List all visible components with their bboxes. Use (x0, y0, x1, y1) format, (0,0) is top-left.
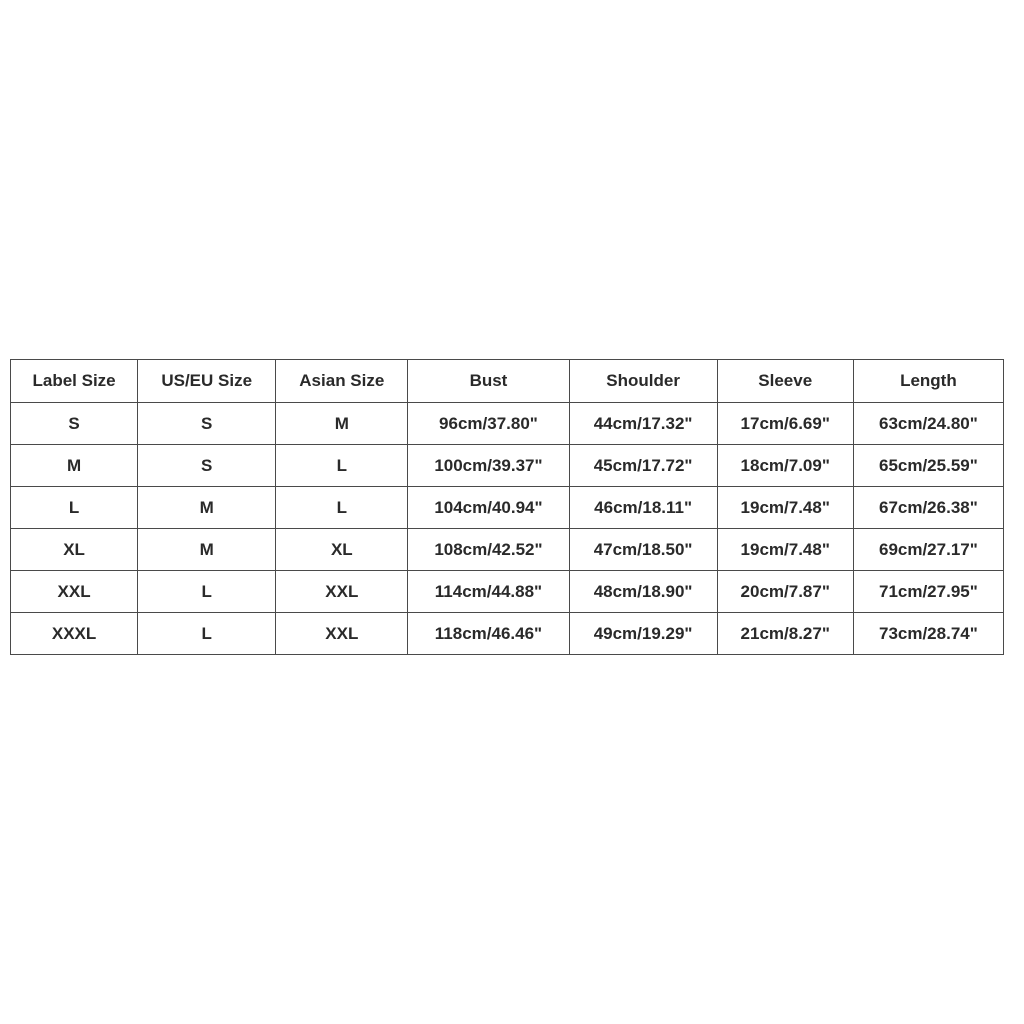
cell-us-eu-size: S (138, 445, 276, 487)
cell-label-size: S (11, 403, 138, 445)
cell-label-size: XXL (11, 571, 138, 613)
cell-us-eu-size: L (138, 613, 276, 655)
cell-us-eu-size: M (138, 529, 276, 571)
cell-sleeve: 21cm/8.27" (717, 613, 853, 655)
cell-shoulder: 47cm/18.50" (569, 529, 717, 571)
cell-label-size: XL (11, 529, 138, 571)
table-row (11, 403, 1004, 445)
cell-label-size: M (11, 445, 138, 487)
cell-asian-size: M (276, 403, 408, 445)
cell-bust: 108cm/42.52" (408, 529, 569, 571)
cell-length: 69cm/27.17" (853, 529, 1003, 571)
cell-sleeve: 18cm/7.09" (717, 445, 853, 487)
cell-sleeve: 20cm/7.87" (717, 571, 853, 613)
cell-sleeve: 19cm/7.48" (717, 487, 853, 529)
cell-asian-size: L (276, 445, 408, 487)
header-sleeve: Sleeve (717, 360, 853, 403)
table-row (11, 529, 1004, 571)
table-row (11, 571, 1004, 613)
table-row (11, 445, 1004, 487)
cell-bust: 104cm/40.94" (408, 487, 569, 529)
header-length: Length (853, 360, 1003, 403)
table-row (11, 613, 1004, 655)
header-us-eu-size: US/EU Size (138, 360, 276, 403)
cell-label-size: L (11, 487, 138, 529)
cell-shoulder: 46cm/18.11" (569, 487, 717, 529)
header-row (11, 360, 1004, 403)
header-label-size: Label Size (11, 360, 138, 403)
cell-shoulder: 49cm/19.29" (569, 613, 717, 655)
cell-asian-size: XXL (276, 571, 408, 613)
cell-sleeve: 17cm/6.69" (717, 403, 853, 445)
cell-length: 71cm/27.95" (853, 571, 1003, 613)
cell-us-eu-size: M (138, 487, 276, 529)
cell-asian-size: L (276, 487, 408, 529)
cell-shoulder: 48cm/18.90" (569, 571, 717, 613)
cell-us-eu-size: S (138, 403, 276, 445)
cell-length: 65cm/25.59" (853, 445, 1003, 487)
header-asian-size: Asian Size (276, 360, 408, 403)
table-row (11, 487, 1004, 529)
cell-bust: 96cm/37.80" (408, 403, 569, 445)
cell-length: 63cm/24.80" (853, 403, 1003, 445)
cell-bust: 100cm/39.37" (408, 445, 569, 487)
cell-bust: 118cm/46.46" (408, 613, 569, 655)
cell-label-size: XXXL (11, 613, 138, 655)
cell-shoulder: 44cm/17.32" (569, 403, 717, 445)
cell-length: 67cm/26.38" (853, 487, 1003, 529)
cell-shoulder: 45cm/17.72" (569, 445, 717, 487)
cell-bust: 114cm/44.88" (408, 571, 569, 613)
cell-length: 73cm/28.74" (853, 613, 1003, 655)
cell-asian-size: XXL (276, 613, 408, 655)
cell-asian-size: XL (276, 529, 408, 571)
cell-sleeve: 19cm/7.48" (717, 529, 853, 571)
cell-us-eu-size: L (138, 571, 276, 613)
header-shoulder: Shoulder (569, 360, 717, 403)
header-bust: Bust (408, 360, 569, 403)
size-chart-table (10, 359, 1004, 655)
